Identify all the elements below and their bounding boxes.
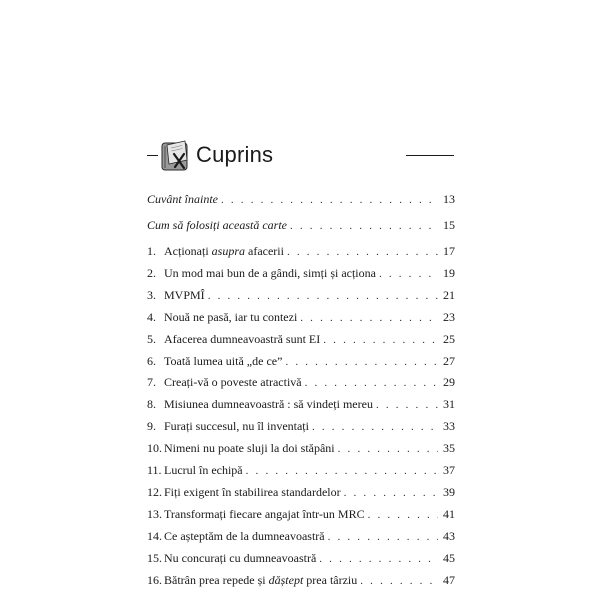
toc-entry-number: 15. — [147, 551, 162, 565]
toc-entry-number: 3. — [147, 288, 156, 302]
toc-leader-dots — [338, 441, 438, 457]
toc-entry-title: Toată lumea uită „de ce” — [164, 354, 283, 368]
toc-entry-chapter — [147, 418, 455, 434]
toc-entry-page: 29 — [443, 375, 455, 389]
toc-entry-chapter — [147, 374, 455, 390]
toc-entry-front-matter — [147, 217, 455, 233]
toc-entry-page: 15 — [443, 218, 455, 232]
toc-entry-number: 16. — [147, 573, 162, 587]
toc-entry-number: 1. — [147, 244, 156, 258]
toc-entry-number: 9. — [147, 419, 156, 433]
toc-entry-chapter — [147, 287, 455, 303]
toc-entry-page: 45 — [443, 551, 455, 565]
toc-entry-title: Nu concurați cu dumneavoastră — [164, 551, 317, 565]
toc-entry-page: 43 — [443, 529, 455, 543]
toc-entry-page: 39 — [443, 485, 455, 499]
toc-entry-number: 2. — [147, 266, 156, 280]
toc-entry-page: 13 — [443, 192, 455, 206]
toc-entry-page: 33 — [443, 419, 455, 433]
toc-entry-chapter — [147, 528, 455, 544]
toc-entry-chapter — [147, 484, 455, 500]
toc-entry-front-matter — [147, 191, 455, 207]
toc-entry-number: 14. — [147, 529, 162, 543]
book-pen-icon — [161, 138, 193, 172]
toc-leader-dots — [312, 419, 438, 435]
toc-entry-title: Un mod mai bun de a gândi, simți și acționa — [164, 266, 376, 280]
toc-entry-page: 27 — [443, 354, 455, 368]
header-rule-right — [406, 155, 454, 156]
toc-entry-title: MVPMÎ — [164, 288, 205, 302]
toc-leader-dots — [368, 507, 438, 523]
toc-entry-number: 8. — [147, 397, 156, 411]
toc-leader-dots — [305, 375, 438, 391]
page-title: Cuprins — [196, 142, 274, 167]
toc-leader-dots — [319, 551, 438, 567]
toc-leader-dots — [208, 288, 438, 304]
toc-entry-number: 6. — [147, 354, 156, 368]
toc-leader-dots — [344, 485, 438, 501]
toc-entry-page: 37 — [443, 463, 455, 477]
toc-entry-chapter — [147, 309, 455, 325]
toc-entry-number: 5. — [147, 332, 156, 346]
toc-entry-chapter — [147, 265, 455, 281]
toc-entry-title: Furați succesul, nu îl inventați — [164, 419, 309, 433]
toc-leader-dots — [328, 529, 438, 545]
toc-entry-page: 21 — [443, 288, 455, 302]
toc-leader-dots — [287, 244, 438, 260]
toc-entry-title: Acționați asupra afacerii — [164, 244, 284, 258]
toc-entry-chapter — [147, 396, 455, 412]
toc-entry-number: 13. — [147, 507, 162, 521]
toc-entry-page: 17 — [443, 244, 455, 258]
toc-entry-title: Transformați fiecare angajat într-un MRC — [164, 507, 365, 521]
toc-entry-chapter — [147, 353, 455, 369]
toc-entry-page: 25 — [443, 332, 455, 346]
header-rule-left — [147, 155, 158, 156]
toc-entry-number: 10. — [147, 441, 162, 455]
toc-entry-title: Creați-vă o poveste atractivă — [164, 375, 302, 389]
toc-entry-page: 19 — [443, 266, 455, 280]
toc-entry-chapter — [147, 440, 455, 456]
toc-leader-dots — [360, 573, 438, 589]
toc-entry-page: 35 — [443, 441, 455, 455]
toc-entry-title: Fiți exigent în stabilirea standardelor — [164, 485, 341, 499]
toc-header — [147, 136, 454, 176]
toc-entry-title: Cum să folosiți această carte — [147, 218, 287, 232]
toc-leader-dots — [376, 397, 438, 413]
toc-leader-dots — [221, 192, 438, 208]
toc-entry-title: Nouă ne pasă, iar tu contezi — [164, 310, 298, 324]
toc-entry-page: 41 — [443, 507, 455, 521]
toc-entry-title: Bătrân prea repede și dăștept prea târziu — [164, 573, 358, 587]
toc-entry-chapter — [147, 506, 455, 522]
toc-leader-dots — [290, 218, 438, 234]
toc-entry-page: 47 — [443, 573, 455, 587]
toc-leader-dots — [323, 332, 438, 348]
toc-entry-chapter — [147, 331, 455, 347]
toc-entry-number: 11. — [147, 463, 162, 477]
toc-entry-chapter — [147, 572, 455, 588]
toc-entry-title: Nimeni nu poate sluji la doi stăpâni — [164, 441, 335, 455]
toc-leader-dots — [285, 354, 438, 370]
toc-entry-chapter — [147, 462, 455, 478]
toc-entry-chapter — [147, 550, 455, 566]
toc-entry-chapter — [147, 243, 455, 259]
toc-entry-page: 31 — [443, 397, 455, 411]
toc-entry-number: 7. — [147, 375, 156, 389]
toc-entry-title: Misiunea dumneavoastră : să vindeți mereu — [164, 397, 373, 411]
toc-entry-number: 12. — [147, 485, 162, 499]
toc-entry-title: Afacerea dumneavoastră sunt EI — [164, 332, 321, 346]
toc-entry-title: Ce așteptăm de la dumneavoastră — [164, 529, 325, 543]
toc-entry-page: 23 — [443, 310, 455, 324]
toc-entry-title: Lucrul în echipă — [164, 463, 243, 477]
toc-entry-title: Cuvânt înainte — [147, 192, 218, 206]
toc-leader-dots — [300, 310, 438, 326]
toc-leader-dots — [379, 266, 438, 282]
toc-entry-number: 4. — [147, 310, 156, 324]
toc-leader-dots — [246, 463, 438, 479]
